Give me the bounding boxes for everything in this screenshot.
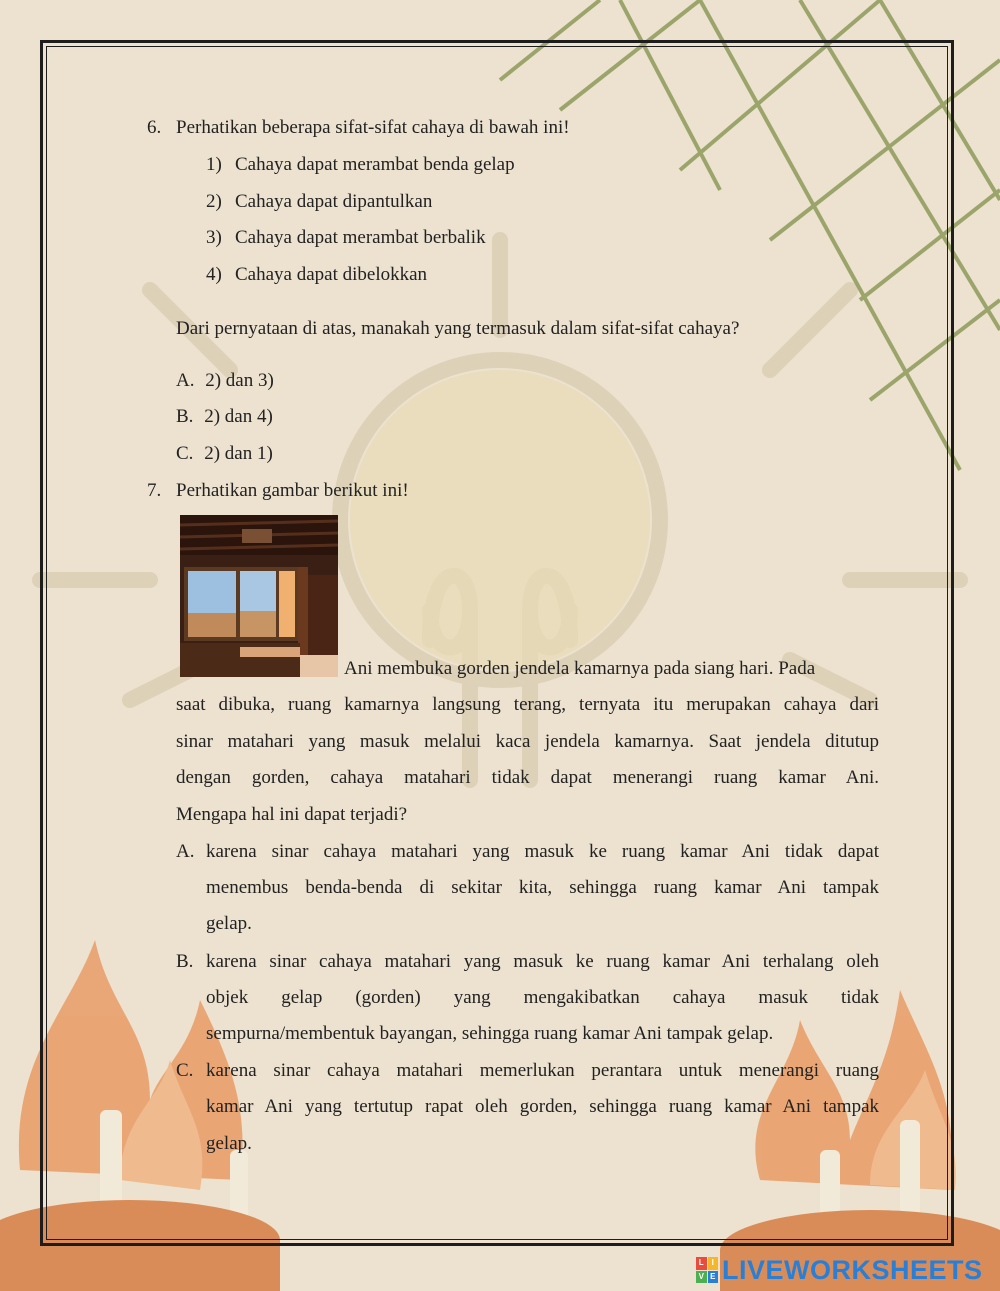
q7-option-b-letter: B. (176, 951, 194, 972)
q7-paragraph-line-4: dengan gorden, cahaya matahari tidak dapat menerangi ruang kamar Ani. (176, 767, 879, 788)
liveworksheets-logo-text: LIVEWORKSHEETS (722, 1254, 983, 1285)
q6-question: Dari pernyataan di atas, manakah yang termasuk dalam sifat-sifat cahaya? (176, 318, 740, 339)
q7-paragraph-line-5: Mengapa hal ini dapat terjadi? (176, 804, 408, 825)
q7-option-a-line-3: gelap. (206, 913, 252, 934)
q7-paragraph-line-3: sinar matahari yang masuk melalui kaca jendela kamarnya. Saat jendela ditutup (176, 731, 879, 752)
q7-option-a-letter: A. (176, 841, 195, 862)
q7-option-c-line-3: gelap. (206, 1133, 252, 1154)
q6-option-b-text: 2) dan 4) (204, 406, 273, 427)
q6-item-4-text: Cahaya dapat dibelokkan (235, 264, 428, 285)
q7-option-c-line-2: kamar Ani yang tertutup rapat oleh gorden, sehingga ruang kamar Ani tampak (206, 1096, 879, 1117)
q6-item-2-text: Cahaya dapat dipantulkan (235, 191, 433, 212)
q6-item-3-text: Cahaya dapat merambat berbalik (235, 227, 486, 248)
q6-item-2-num: 2) (206, 191, 222, 212)
q6-option-c-text: 2) dan 1) (204, 443, 273, 464)
q6-item-3-num: 3) (206, 227, 222, 248)
q7-option-c-letter: C. (176, 1060, 194, 1081)
q6-item-1-num: 1) (206, 154, 222, 175)
q6-item-1-text: Cahaya dapat merambat benda gelap (235, 154, 515, 175)
liveworksheets-logo-icon: L I V E (696, 1257, 718, 1283)
q6-option-a-text: 2) dan 3) (205, 370, 274, 391)
q7-paragraph-line-1: Ani membuka gorden jendela kamarnya pada siang hari. Pada (344, 658, 816, 679)
q6-number: 6. (147, 117, 162, 138)
q6-option-a[interactable] (176, 370, 274, 392)
liveworksheets-logo[interactable] (696, 1255, 983, 1285)
q7-option-c-line-1: karena sinar cahaya matahari memerlukan perantara untuk menerangi ruang (206, 1060, 879, 1081)
q7-option-b-line-1: karena sinar cahaya matahari yang masuk ke ruang kamar Ani terhalang oleh (206, 951, 879, 972)
q7-option-a-line-1: karena sinar cahaya matahari yang masuk ke ruang kamar Ani tidak dapat (206, 841, 879, 862)
q6-option-c[interactable] (176, 443, 273, 465)
q7-number: 7. (147, 480, 162, 501)
q6-item-4-num: 4) (206, 264, 222, 285)
q6-option-b-letter: B. (176, 406, 194, 427)
q6-option-c-letter: C. (176, 443, 194, 464)
q7-option-a-line-2: menembus benda-benda di sekitar kita, sehingga ruang kamar Ani tampak (206, 877, 879, 898)
q6-option-a-letter: A. (176, 370, 195, 391)
room-window-photo (180, 515, 338, 677)
q7-paragraph-line-2: saat dibuka, ruang kamarnya langsung terang, ternyata itu merupakan cahaya dari (176, 694, 879, 715)
q6-prompt: Perhatikan beberapa sifat-sifat cahaya di bawah ini! (176, 117, 570, 138)
q6-option-b[interactable] (176, 406, 273, 428)
q7-option-b-line-3: sempurna/membentuk bayangan, sehingga ruang kamar Ani tampak gelap. (206, 1023, 774, 1044)
q7-option-b-line-2: objek gelap (gorden) yang mengakibatkan cahaya masuk tidak (206, 987, 879, 1008)
q7-prompt: Perhatikan gambar berikut ini! (176, 480, 409, 501)
